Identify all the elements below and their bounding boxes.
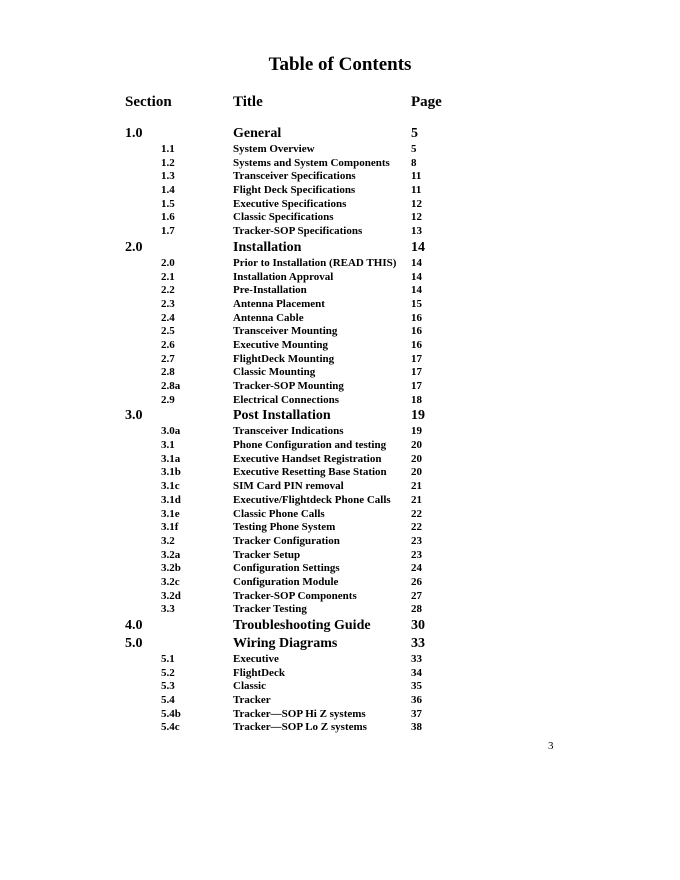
page-ref: 16 <box>411 311 422 324</box>
section-number: 2.9 <box>161 393 175 406</box>
entry-title: Tracker <box>233 694 271 707</box>
toc-entry <box>0 466 680 480</box>
page-ref: 33 <box>411 653 422 665</box>
entry-title: Tracker-SOP Specifications <box>233 225 363 238</box>
toc-entry <box>0 549 680 563</box>
entry-title: Antenna Cable <box>233 311 304 324</box>
entry-title: Transceiver Specifications <box>233 170 356 183</box>
entry-title: Classic Phone Calls <box>233 507 325 520</box>
page-ref: 14 <box>411 284 422 297</box>
section-number: 5.4b <box>161 707 181 720</box>
page-ref: 37 <box>411 707 422 720</box>
toc-major-entry <box>0 617 680 635</box>
page-ref: 16 <box>411 325 422 338</box>
entry-title: Post Installation <box>233 408 331 424</box>
section-number: 3.0 <box>125 408 143 424</box>
section-number: 2.0 <box>161 256 175 269</box>
section-number: 4.0 <box>125 618 143 633</box>
entry-title: FlightDeck <box>233 666 285 679</box>
section-number: 5.4 <box>161 694 175 707</box>
entry-title: Classic Mounting <box>233 366 316 379</box>
page-ref: 15 <box>411 297 422 310</box>
page-ref: 21 <box>411 493 422 506</box>
page-ref: 30 <box>411 618 425 633</box>
entry-title: Pre-Installation <box>233 284 307 297</box>
header-page: Page <box>411 94 442 110</box>
entry-title: Tracker Configuration <box>233 534 340 547</box>
toc-entry <box>0 312 680 326</box>
toc-entry <box>0 439 680 453</box>
entry-title: Wiring Diagrams <box>233 636 338 651</box>
toc-entry <box>0 494 680 508</box>
toc-entry <box>0 198 680 212</box>
toc-entry <box>0 257 680 271</box>
page-ref: 22 <box>411 521 422 534</box>
entry-title: Tracker—SOP Lo Z systems <box>233 721 367 734</box>
page-ref: 5 <box>411 143 417 155</box>
toc-entry <box>0 184 680 198</box>
page-ref: 26 <box>411 575 422 588</box>
section-number: 1.5 <box>161 197 175 210</box>
toc-entry <box>0 170 680 184</box>
entry-title: Systems and System Components <box>233 156 390 169</box>
page-ref: 14 <box>411 239 425 255</box>
page-ref: 27 <box>411 589 422 602</box>
toc-entry <box>0 521 680 535</box>
page-ref: 22 <box>411 507 422 520</box>
section-number: 3.0a <box>161 425 181 438</box>
entry-title: Executive Handset Registration <box>233 452 382 465</box>
section-number: 1.4 <box>161 184 175 197</box>
section-number: 2.6 <box>161 338 175 351</box>
section-number: 2.7 <box>161 352 175 365</box>
page-ref: 23 <box>411 548 422 561</box>
entry-title: Executive Resetting Base Station <box>233 466 387 479</box>
section-number: 3.1d <box>161 493 181 506</box>
entry-title: Installation Approval <box>233 270 334 283</box>
page-ref: 12 <box>411 211 422 224</box>
page-ref: 11 <box>411 184 422 197</box>
section-number: 3.1 <box>161 439 175 452</box>
page-ref: 19 <box>411 408 425 424</box>
section-number: 1.2 <box>161 156 175 169</box>
entry-title: Tracker—SOP Hi Z systems <box>233 707 366 720</box>
section-number: 3.1f <box>161 521 179 534</box>
entry-title: Transceiver Indications <box>233 425 344 438</box>
entry-title: Classic <box>233 680 266 693</box>
section-number: 5.3 <box>161 680 175 693</box>
section-number: 2.0 <box>125 239 143 255</box>
entry-title: Troubleshooting Guide <box>233 618 371 633</box>
toc-entry <box>0 380 680 394</box>
entry-title: Executive Specifications <box>233 197 347 210</box>
section-number: 1.3 <box>161 170 175 183</box>
page-ref: 12 <box>411 197 422 210</box>
header-title: Title <box>233 94 263 110</box>
toc-entry <box>0 157 680 171</box>
toc-entry <box>0 225 680 239</box>
toc-entry <box>0 590 680 604</box>
toc-entry <box>0 143 680 157</box>
toc-entry <box>0 425 680 439</box>
toc-entry <box>0 298 680 312</box>
entry-title: Tracker-SOP Mounting <box>233 380 344 392</box>
toc-major-entry <box>0 407 680 425</box>
toc-entry <box>0 576 680 590</box>
section-number: 3.1c <box>161 480 180 493</box>
entry-title: Antenna Placement <box>233 297 325 310</box>
toc-entry <box>0 480 680 494</box>
toc-entry <box>0 353 680 367</box>
section-number: 2.3 <box>161 297 175 310</box>
page-ref: 23 <box>411 534 422 547</box>
page-ref: 8 <box>411 156 417 169</box>
section-number: 5.4c <box>161 721 180 734</box>
section-number: 3.2a <box>161 548 181 561</box>
page-ref: 11 <box>411 170 422 183</box>
entry-title: Classic Specifications <box>233 211 334 224</box>
page-ref: 36 <box>411 694 422 707</box>
page-number: 3 <box>548 740 554 752</box>
section-number: 2.8 <box>161 366 175 379</box>
section-number: 3.2b <box>161 562 181 575</box>
entry-title: Installation <box>233 239 302 255</box>
page-ref: 38 <box>411 721 422 734</box>
section-number: 2.8a <box>161 380 181 392</box>
section-number: 5.1 <box>161 653 175 665</box>
entry-title: Tracker Testing <box>233 603 307 616</box>
section-number: 3.1e <box>161 507 180 520</box>
entry-title: Testing Phone System <box>233 521 336 534</box>
entry-title: SIM Card PIN removal <box>233 480 344 493</box>
page-ref: 24 <box>411 562 422 575</box>
section-number: 5.0 <box>125 636 143 651</box>
entry-title: System Overview <box>233 143 315 155</box>
entry-title: Tracker-SOP Components <box>233 589 357 602</box>
header-section: Section <box>125 94 172 110</box>
page-ref: 17 <box>411 352 422 365</box>
entry-title: Executive <box>233 653 279 665</box>
page-ref: 34 <box>411 666 422 679</box>
entry-title: Phone Configuration and testing <box>233 439 387 452</box>
toc-entry <box>0 721 680 735</box>
toc-entry <box>0 325 680 339</box>
entry-title: FlightDeck Mounting <box>233 352 335 365</box>
page-ref: 5 <box>411 126 418 141</box>
section-number: 2.2 <box>161 284 175 297</box>
toc-entry <box>0 339 680 353</box>
page-ref: 20 <box>411 439 422 452</box>
toc-entry <box>0 535 680 549</box>
entry-title: Tracker Setup <box>233 548 301 561</box>
toc-entry <box>0 211 680 225</box>
entry-title: Configuration Module <box>233 575 339 588</box>
page-ref: 28 <box>411 603 422 616</box>
section-number: 3.3 <box>161 603 175 616</box>
page-ref: 13 <box>411 225 422 238</box>
toc-entry <box>0 708 680 722</box>
page-ref: 20 <box>411 466 422 479</box>
page-ref: 17 <box>411 380 422 392</box>
entry-title: Transceiver Mounting <box>233 325 338 338</box>
section-number: 5.2 <box>161 666 175 679</box>
page-ref: 20 <box>411 452 422 465</box>
section-number: 3.2d <box>161 589 181 602</box>
entry-title: Prior to Installation (READ THIS) <box>233 256 397 269</box>
toc-list <box>0 125 680 735</box>
section-number: 2.1 <box>161 270 175 283</box>
page-ref: 35 <box>411 680 422 693</box>
page-ref: 33 <box>411 636 425 651</box>
toc-entry <box>0 394 680 408</box>
toc-entry <box>0 271 680 285</box>
entry-title: Flight Deck Specifications <box>233 184 356 197</box>
entry-title: Executive Mounting <box>233 338 329 351</box>
section-number: 2.5 <box>161 325 175 338</box>
entry-title: Electrical Connections <box>233 393 340 406</box>
section-number: 1.0 <box>125 126 143 141</box>
toc-entry <box>0 284 680 298</box>
entry-title: Configuration Settings <box>233 562 340 575</box>
page-ref: 16 <box>411 338 422 351</box>
section-number: 1.7 <box>161 225 175 238</box>
page-ref: 19 <box>411 425 422 438</box>
section-number: 3.1b <box>161 466 181 479</box>
section-number: 3.1a <box>161 452 181 465</box>
section-number: 1.6 <box>161 211 175 224</box>
toc-entry <box>0 694 680 708</box>
page-title: Table of Contents <box>268 54 412 75</box>
section-number: 3.2 <box>161 534 175 547</box>
toc-entry <box>0 453 680 467</box>
toc-entry <box>0 653 680 667</box>
entry-title: General <box>233 126 282 141</box>
section-number: 3.2c <box>161 575 180 588</box>
section-number: 2.4 <box>161 311 175 324</box>
page-ref: 17 <box>411 366 422 379</box>
toc-entry <box>0 680 680 694</box>
toc-entry <box>0 603 680 617</box>
toc-entry <box>0 667 680 681</box>
page-ref: 18 <box>411 393 422 406</box>
section-number: 1.1 <box>161 143 175 155</box>
toc-entry <box>0 562 680 576</box>
toc-major-entry <box>0 125 680 143</box>
page-ref: 21 <box>411 480 422 493</box>
entry-title: Executive/Flightdeck Phone Calls <box>233 493 391 506</box>
toc-major-entry <box>0 635 680 653</box>
page-ref: 14 <box>411 270 422 283</box>
toc-entry <box>0 366 680 380</box>
page-ref: 14 <box>411 256 422 269</box>
toc-major-entry <box>0 239 680 257</box>
toc-entry <box>0 508 680 522</box>
